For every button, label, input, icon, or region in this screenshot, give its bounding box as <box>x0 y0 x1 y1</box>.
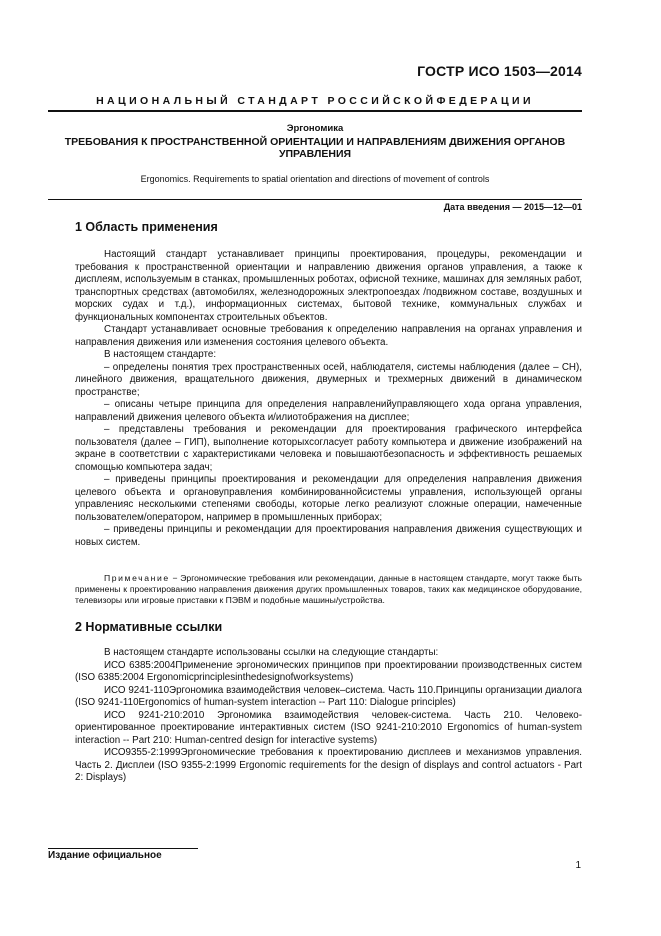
document-subject: Эргономика <box>286 123 344 134</box>
paragraph: Настоящий стандарт устанавливает принципы проектирования, процедуры, рекомендации и требования к пространственной ориентации и направлению движения органов управления, а также к дисплеям, используемым в станках, промышленных роботах, офисной технике, машинах для земляных работ, транспортных средствах (автомобилях, железнодорожных электропоездах /подвижном составе, воздушных и морских судах и т.д.), информационных системах, бытовой технике, коммунальных службах и функциональных компонентах строительных объектов. <box>75 249 582 323</box>
list-item: – представлены требования и рекомендации для проектирования графического интерфейса пользователя (далее – ГИП), выполнение которыхсогласует работу компьютера и движение изображений на экране в соответствии с характеристиками человека и повышаютбезопасность и эффективность решаемых спомощью компьютера задач; <box>75 424 582 473</box>
section-1-note <box>75 573 582 606</box>
list-item: – приведены принципы проектирования и рекомендации для определения направления движения целевого объекта и органовуправления комбинированнойсистемы управления, использующей органы управленияс несколькими степенями свободы, которые легко реализуют сложные операции, намеченные пользователем/оператором, например в промышленных приборах; <box>75 474 582 523</box>
note-label: Примечание <box>104 573 170 583</box>
list-item: – описаны четыре принципа для определения направленийуправляющего хода органа управления, направлений движения целевого объекта и/илиотображения на дисплее; <box>75 399 582 423</box>
official-edition-label: Издание официальное <box>48 848 198 861</box>
national-standard-banner: НАЦИОНАЛЬНЫЙ СТАНДАРТ РОССИЙСКОЙФЕДЕРАЦИИ <box>48 95 582 112</box>
list-item: – определены понятия трех пространственных осей, наблюдателя, системы наблюдения (далее – СН), линейного движения, вращательного движения, двумерных и трехмерных движений в динамическом пространстве; <box>75 361 582 398</box>
paragraph: Стандарт устанавливает основные требования к определению направления на органах управления и направления движения или изменения состояния целевого объекта. <box>75 324 582 348</box>
section-1-body <box>75 249 582 549</box>
reference-item: ИСО 9241-110Эргономика взаимодействия человек–система. Часть 110.Принципы организации диалога (ISO 9241-110Ergonomics of human-system interaction -- Part 110: Dialogue principles) <box>75 684 582 708</box>
document-title: ТРЕБОВАНИЯ К ПРОСТРАНСТВЕННОЙ ОРИЕНТАЦИИ И НАПРАВЛЕНИЯМ ДВИЖЕНИЯ ОРГАНОВ УПРАВЛЕНИЯ <box>64 136 566 160</box>
section-2-heading: 2 Нормативные ссылки <box>75 620 223 634</box>
page-number: 1 <box>575 860 581 871</box>
paragraph: В настоящем стандарте: <box>104 349 217 360</box>
reference-item: ИСО 6385:2004Применение эргономических принципов при проектировании производственных систем (ISO 6385:2004 Ergonomicprinciplesinthedesignofworksystems) <box>75 659 582 683</box>
introduction-date: Дата введения — 2015—12—01 <box>48 199 582 212</box>
section-2-body <box>75 647 582 785</box>
english-title: Ergonomics. Requirements to spatial orientation and directions of movement of controls <box>140 174 490 184</box>
section-1-heading: 1 Область применения <box>75 220 218 234</box>
standard-code: ГОСТР ИСО 1503—2014 <box>417 63 582 79</box>
reference-item: ИСО 9241-210:2010 Эргономика взаимодействия человек-система. Часть 210. Человеко-ориентированное проектирование интерактивных систем (ISO 9241-210:2010 Ergonomics of human-system interaction -- Part 210: Human-centred design for interactive systems) <box>75 709 582 746</box>
note-text: − Эргономические требования или рекомендации, данные в настоящем стандарте, могут также быть применены к проектированию направления движения других промышленных товаров, таких как медицинское оборудование, телевизоры или игровые приставки к ПЭВМ и подобные машины/устройства. <box>75 573 582 605</box>
paragraph: В настоящем стандарте использованы ссылки на следующие стандарты: <box>104 647 439 658</box>
reference-item: ИСО9355-2:1999Эргономические требования к проектированию дисплеев и механизмов управления. Часть 2. Дисплеи (ISO 9355-2:1999 Ergonomic requirements for the design of displays and control actuators - Part 2: Displays) <box>75 747 582 783</box>
list-item: – приведены принципы и рекомендации для проектирования направления движения существующих и новых систем. <box>75 524 582 548</box>
